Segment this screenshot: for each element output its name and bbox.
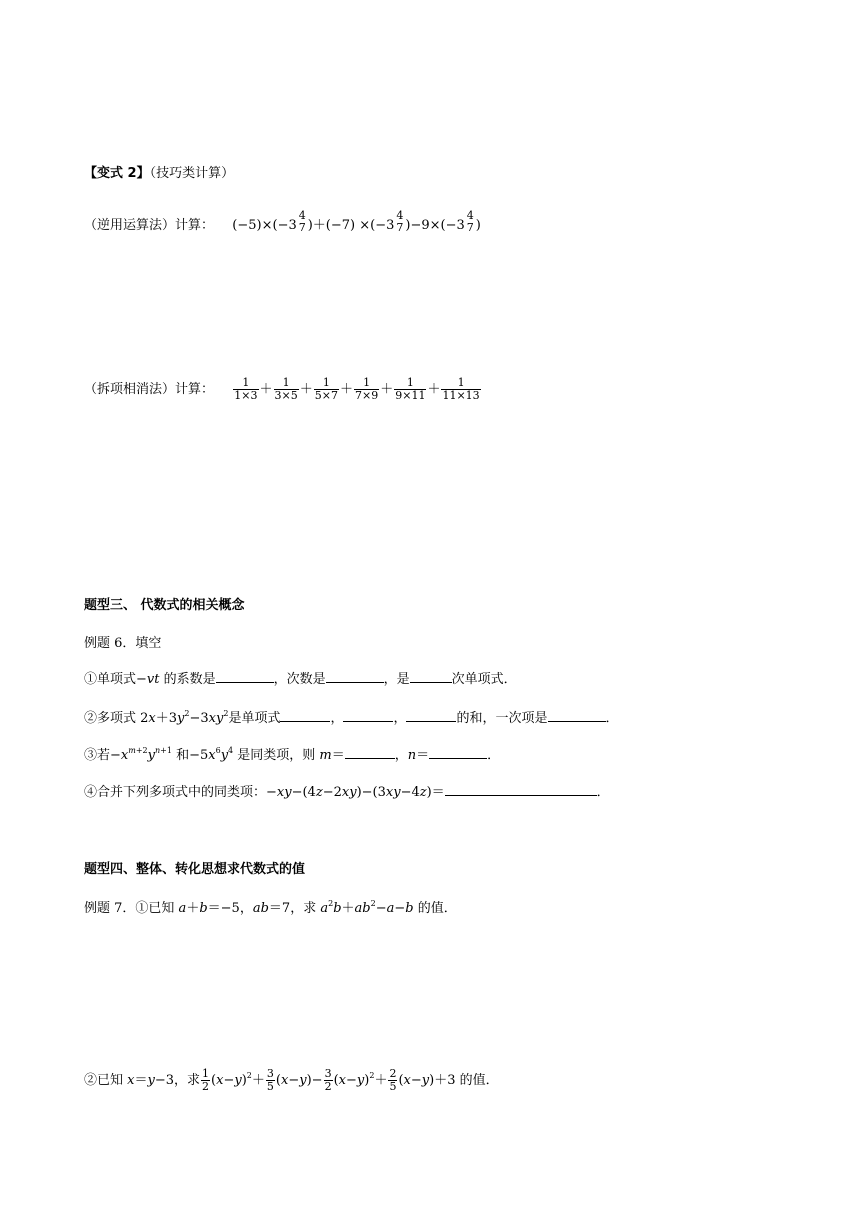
- variant-subtitle: （技巧类计算）: [149, 166, 235, 181]
- answer-blank[interactable]: [410, 669, 452, 683]
- question-label: （逆用运算法）计算：: [84, 218, 215, 233]
- answer-blank[interactable]: [429, 745, 487, 759]
- example-7-part-2: ②已知 x＝y−3，求 $\frac{1}{2}$ $(x-y)^2+$ $\frac{3}{5}$ (x−y)− $\frac{3}{2}$ $(x-y)^2+$ $\frac{2}{5}$ (x−y)＋3 的值．: [84, 1067, 499, 1093]
- example-7-part-1: 例题 7．①已知 a＋b＝−5，ab＝7，求 $a^2b+ab^2-a-b$ 的值．: [84, 899, 457, 916]
- answer-blank[interactable]: [406, 708, 456, 722]
- fraction: $\frac{1}{2}$: [202, 1067, 210, 1093]
- variant-title: 【变式 2】: [84, 166, 150, 181]
- fraction: $\frac{1}{3\times 5}$: [274, 376, 298, 402]
- fill-blank-item-3: ③若$-x^{m+2}y^{n+1}$ 和$-5x^6y^4$ 是同类项，则 m＝ ，n＝ ．: [84, 746, 501, 763]
- fraction: $\frac{3}{2}$: [324, 1067, 332, 1093]
- fraction: $\frac{1}{7\times 9}$: [355, 376, 379, 402]
- fraction: $\frac{3}{5}$: [266, 1067, 274, 1093]
- reverse-operation-question: [84, 210, 481, 236]
- fill-blank-item-2: ②多项式 $2x+3y^2-3xy^2$是单项式 ， ， 的和，一次项是 ．: [84, 709, 619, 726]
- answer-blank[interactable]: [548, 708, 606, 722]
- answer-blank[interactable]: [343, 708, 393, 722]
- fill-blank-item-1: ①单项式−vt 的系数是 ，次数是 ，是 次单项式．: [84, 669, 517, 690]
- fraction: 4 7: [466, 209, 474, 234]
- telescoping-question: [84, 377, 482, 402]
- variant-heading: [84, 164, 234, 184]
- fraction: $\frac{1}{9\times 11}$: [395, 376, 426, 402]
- answer-blank[interactable]: [280, 708, 330, 722]
- answer-blank[interactable]: [345, 745, 395, 759]
- fraction: $\frac{1}{1\times 3}$: [234, 376, 258, 402]
- fraction: $\frac{2}{5}$: [389, 1067, 397, 1093]
- answer-blank[interactable]: [326, 669, 384, 683]
- question-label: （拆项相消法）计算：: [84, 382, 215, 397]
- section-title-3: 题型三、 代数式的相关概念: [84, 598, 245, 613]
- expression: $\frac{1}{1\times 3}$ ＋ $\frac{1}{3\times 5}$ ＋ $\frac{1}{5\times 7}$ ＋ $\frac{1}{7\times 9}$ ＋ $\frac{1}{9\times 11}$ ＋ $\frac{1}{11\times 13}$: [234, 376, 480, 402]
- answer-blank[interactable]: [216, 669, 274, 683]
- fraction: $\frac{1}{5\times 7}$: [314, 376, 338, 402]
- fraction: $\frac{1}{11\times 13}$: [442, 376, 480, 402]
- expression: (−5)×(−3 4 7 )＋(−7) ×(−3 4 7 )−9×(−3 4 7 ): [232, 209, 481, 234]
- fill-blank-item-4: ④合并下列多项式中的同类项：−xy−(4z−2xy)−(3xy−4z)＝ ．: [84, 782, 610, 803]
- section-title-4: 题型四、整体、转化思想求代数式的值: [84, 862, 306, 877]
- example-6-heading: 例题 6．填空: [84, 636, 162, 651]
- fraction: 4 7: [298, 209, 306, 234]
- answer-blank[interactable]: [445, 782, 597, 796]
- fraction: 4 7: [396, 209, 404, 234]
